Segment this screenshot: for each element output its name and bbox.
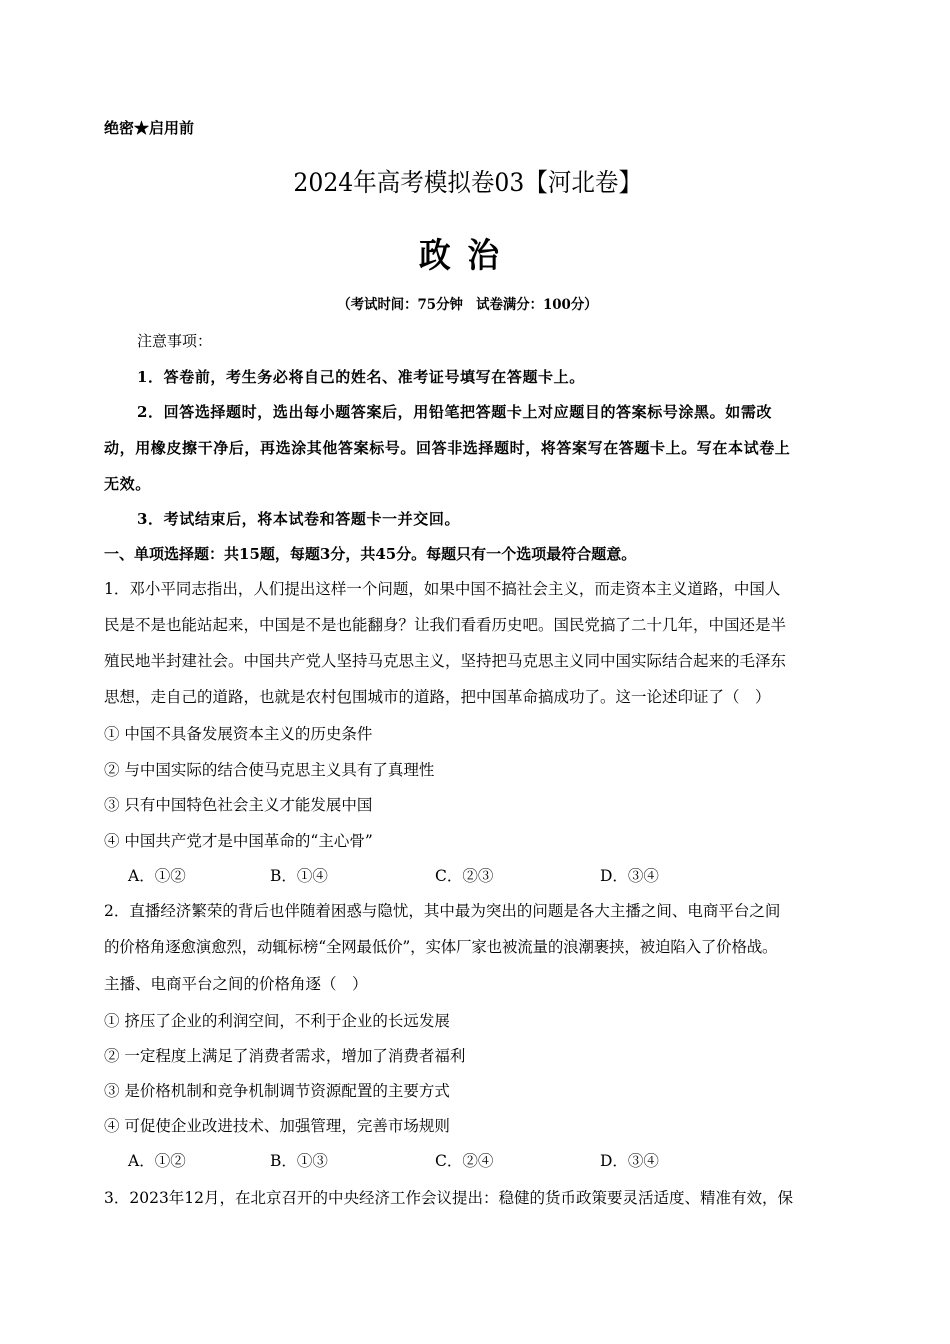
- question-2-choice-a: A．①②: [128, 1152, 186, 1170]
- question-1-statement-3: ③ 只有中国特色社会主义才能发展中国: [104, 796, 373, 814]
- question-1-statement-1: ① 中国不具备发展资本主义的历史条件: [104, 725, 373, 743]
- notes-heading: 注意事项：: [137, 332, 213, 350]
- question-1-statement-2: ② 与中国实际的结合使马克思主义具有了真理性: [104, 761, 435, 779]
- exam-title: 2024年高考模拟卷03【河北卷】: [293, 168, 642, 197]
- note-item-3: 3．考试结束后，将本试卷和答题卡一并交回。: [137, 510, 461, 528]
- note-item-2-line-1: 2．回答选择题时，选出每小题答案后，用铅笔把答题卡上对应题目的答案标号涂黑。如需改: [137, 403, 773, 421]
- question-2-choice-c: C．②④: [435, 1152, 494, 1170]
- question-1-line-1: 1．邓小平同志指出，人们提出这样一个问题，如果中国不搞社会主义，而走资本主义道路，中国人: [104, 580, 781, 598]
- question-2-statement-4: ④ 可促使企业改进技术、加强管理，完善市场规则: [104, 1117, 450, 1135]
- question-1-line-4: 思想，走自己的道路，也就是农村包围城市的道路，把中国革命搞成功了。这一论述印证了（ ）: [104, 688, 771, 706]
- question-2-line-1: 2．直播经济繁荣的背后也伴随着困惑与隐忧，其中最为突出的问题是各大主播之间、电商平台之间: [104, 902, 781, 920]
- subject-title: 政治: [418, 236, 516, 276]
- question-1-choice-b: B．①④: [270, 867, 328, 885]
- question-1-choice-a: A．①②: [128, 867, 186, 885]
- question-1-line-2: 民是不是也能站起来，中国是不是也能翻身？让我们看看历史吧。国民党搞了二十几年，中国还是半: [104, 616, 787, 634]
- question-2-statement-1: ① 挤压了企业的利润空间，不利于企业的长远发展: [104, 1012, 450, 1030]
- question-1-line-3: 殖民地半封建社会。中国共产党人坚持马克思主义，坚持把马克思主义同中国实际结合起来的毛泽东: [104, 652, 787, 670]
- question-2-statement-2: ② 一定程度上满足了消费者需求，增加了消费者福利: [104, 1047, 466, 1065]
- question-1-choice-d: D．③④: [600, 867, 659, 885]
- confidential-mark: 绝密★启用前: [104, 119, 195, 137]
- question-2-choice-b: B．①③: [270, 1152, 328, 1170]
- note-item-2-line-3: 无效。: [104, 475, 151, 493]
- question-2-statement-3: ③ 是价格机制和竞争机制调节资源配置的主要方式: [104, 1082, 450, 1100]
- note-item-1: 1．答卷前，考生务必将自己的姓名、准考证号填写在答题卡上。: [137, 368, 585, 386]
- exam-info: （考试时间：75分钟 试卷满分：100分）: [337, 297, 598, 313]
- section-heading: 一、单项选择题：共15题，每题3分，共45分。每题只有一个选项最符合题意。: [104, 545, 637, 563]
- note-item-2-line-2: 动，用橡皮擦干净后，再选涂其他答案标号。回答非选择题时，将答案写在答题卡上。写在本试卷上: [104, 439, 791, 457]
- question-2-choice-d: D．③④: [600, 1152, 659, 1170]
- question-1-choice-c: C．②③: [435, 867, 494, 885]
- question-3-line-1: 3．2023年12月，在北京召开的中央经济工作会议提出：稳健的货币政策要灵活适度、精准有效，保: [104, 1189, 794, 1207]
- question-2-line-2: 的价格角逐愈演愈烈，动辄标榜“全网最低价”，实体厂家也被流量的浪潮裹挟，被迫陷入了价格战。: [104, 938, 778, 956]
- question-2-line-3: 主播、电商平台之间的价格角逐（ ）: [104, 975, 368, 993]
- question-1-statement-4: ④ 中国共产党才是中国革命的“主心骨”: [104, 832, 373, 850]
